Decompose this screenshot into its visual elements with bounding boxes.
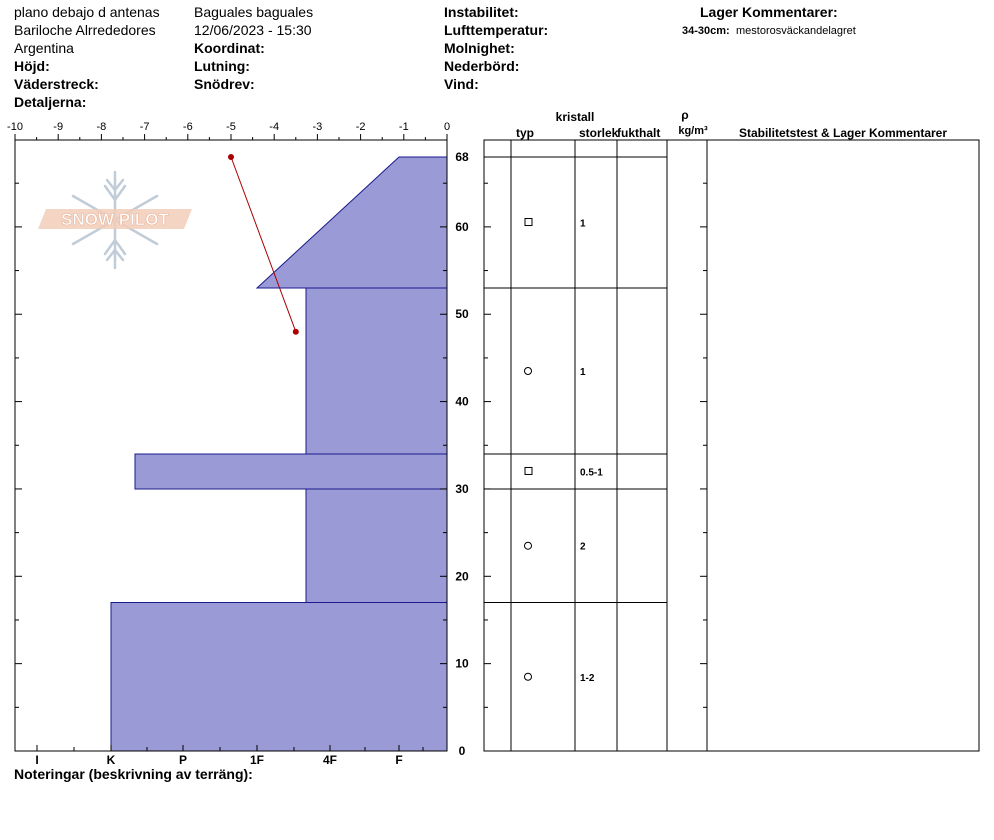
depth-tick-label: 68 xyxy=(455,150,469,164)
temperature-line xyxy=(231,157,296,332)
coordinate-label: Koordinat: xyxy=(194,40,265,56)
faceted-crystal-icon xyxy=(525,219,532,226)
hardness-tick-label: 1F xyxy=(249,753,265,767)
hardness-tick-label: K xyxy=(106,753,116,767)
snow-layer xyxy=(135,454,447,489)
comment-depth: 34-30cm: xyxy=(682,25,730,37)
instability-label: Instabilitet: xyxy=(444,4,519,20)
crystal-size: 1-2 xyxy=(580,672,595,684)
depth-tick-label: 10 xyxy=(455,656,469,671)
rounded-crystal-icon xyxy=(525,673,532,680)
terrain-notes-label: Noteringar (beskrivning av terräng): xyxy=(14,766,253,782)
sky-label: Molnighet: xyxy=(444,40,515,56)
depth-tick-label: 30 xyxy=(455,481,469,496)
header-rho: ρ xyxy=(681,108,689,122)
hardness-tick-label: F xyxy=(395,753,403,767)
header-type: typ xyxy=(516,126,534,140)
slope-label: Lutning: xyxy=(194,58,250,74)
location-line-2: Bariloche Alrrededores xyxy=(14,22,156,38)
header-moisture: fukthalt xyxy=(617,126,661,140)
observation-datetime: 12/06/2023 - 15:30 xyxy=(194,22,312,38)
header-stability: Stabilitetstest & Lager Kommentarer xyxy=(738,126,948,140)
layer-comments-label: Lager Kommentarer: xyxy=(700,4,838,20)
temp-tick-label: -6 xyxy=(182,121,193,133)
layer-table-frame xyxy=(484,140,979,751)
header-density-unit: kg/m³ xyxy=(678,125,708,137)
depth-tick-label: 50 xyxy=(455,307,469,322)
temp-tick-label: -2 xyxy=(355,121,366,133)
crystal-size: 0.5-1 xyxy=(580,467,603,479)
temp-tick-label: -4 xyxy=(269,121,280,133)
elevation-label: Höjd: xyxy=(14,58,50,74)
temperature-point xyxy=(293,329,299,335)
location-line-1: plano debajo d antenas xyxy=(14,4,160,20)
precipitation-label: Nederbörd: xyxy=(444,58,520,74)
hardness-tick-label: I xyxy=(35,753,39,767)
temp-tick-label: 0 xyxy=(443,121,451,133)
aspect-label: Väderstreck: xyxy=(14,76,99,92)
hardness-tick-label: P xyxy=(178,753,188,767)
depth-tick-label: 20 xyxy=(455,569,469,584)
header-crystal: kristall xyxy=(555,110,595,124)
temp-tick-label: -7 xyxy=(139,121,150,133)
temp-tick-label: -8 xyxy=(96,121,107,133)
snow-layer xyxy=(306,489,447,603)
details-label: Detaljerna: xyxy=(14,94,87,110)
depth-tick-label: 40 xyxy=(455,394,469,409)
temp-tick-label: -1 xyxy=(398,121,409,133)
rounded-crystal-icon xyxy=(525,542,532,549)
temp-tick-label: -10 xyxy=(7,121,23,133)
temp-tick-label: -5 xyxy=(226,121,236,133)
snow-layer xyxy=(257,157,447,288)
temperature-point xyxy=(228,154,234,160)
logo-text: SNOW PILOT xyxy=(61,210,169,229)
hardness-tick-label: 4F xyxy=(322,753,338,767)
temp-tick-label: -9 xyxy=(53,121,64,133)
snow-layer xyxy=(111,603,447,752)
location-line-3: Argentina xyxy=(14,40,74,56)
header-size: storlek xyxy=(579,126,619,140)
wind-label: Vind: xyxy=(444,76,479,92)
air-temperature-label: Lufttemperatur: xyxy=(444,22,549,38)
crystal-size: 1 xyxy=(580,367,586,379)
faceted-crystal-icon xyxy=(525,467,532,474)
crystal-size: 1 xyxy=(580,218,586,230)
comment-text: mestorosväckandelagret xyxy=(736,25,856,37)
temp-tick-label: -3 xyxy=(312,121,323,133)
depth-tick-label: 60 xyxy=(455,219,469,234)
crystal-size: 2 xyxy=(580,541,586,553)
rounded-crystal-icon xyxy=(525,368,532,375)
depth-tick-label: 0 xyxy=(458,744,466,758)
wind-loading-label: Snödrev: xyxy=(194,76,255,92)
snow-layer xyxy=(306,288,447,454)
snowpilot-logo xyxy=(38,172,192,268)
observer-name: Baguales baguales xyxy=(194,4,314,20)
